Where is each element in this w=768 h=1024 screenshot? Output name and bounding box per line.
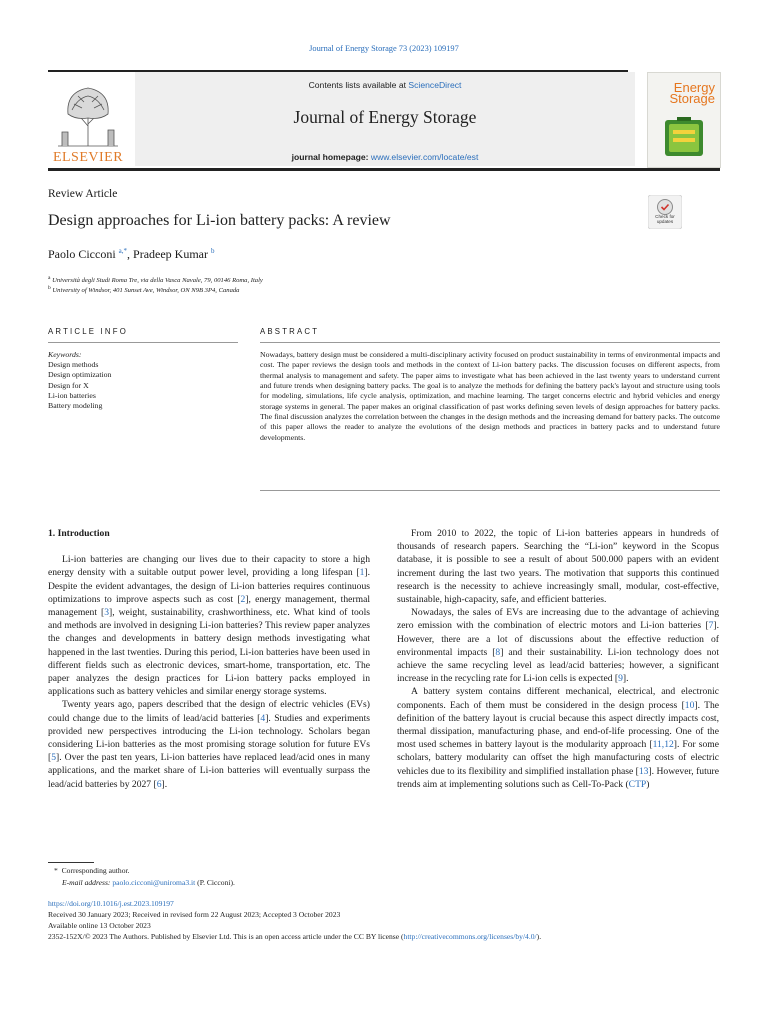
text-run: ]. Studies and experiments provided new perspectives introducing the Li-ion technology. Scholars began considering Li-ion batteries as the most promising storage solution for future EVs [ — [48, 712, 371, 764]
corresponding-label: Corresponding author. — [61, 866, 130, 875]
section-heading: 1. Introduction — [48, 528, 110, 539]
keyword-item: Design for X — [48, 380, 89, 390]
body-left-column — [48, 527, 370, 791]
citation-link[interactable]: 7 — [708, 620, 714, 632]
body-right-column — [397, 527, 719, 791]
author-name[interactable]: Pradeep Kumar — [133, 247, 209, 261]
journal-citation-link[interactable]: Journal of Energy Storage 73 (2023) 109197 — [309, 44, 459, 53]
license-prefix: 2352-152X/© 2023 The Authors. Published by Elsevier Ltd. This is an open access article under the CC BY license ( — [48, 932, 404, 941]
license-suffix: ). — [536, 932, 542, 941]
header-rule-bottom — [48, 168, 720, 171]
keywords-heading: Keywords: — [48, 350, 82, 359]
paragraph — [48, 553, 370, 698]
text-run: ]. — [161, 778, 168, 790]
journal-homepage-line — [135, 152, 635, 162]
check-for-updates-label[interactable]: Check for updates — [655, 214, 675, 224]
affiliation-a — [48, 275, 263, 284]
citation-link[interactable]: 8 — [495, 646, 501, 658]
journal-homepage-link[interactable]: www.elsevier.com/locate/est — [370, 152, 479, 162]
article-history: Received 30 January 2023; Received in revised form 22 August 2023; Accepted 3 October 2023 — [48, 910, 341, 919]
affiliation-text: University of Windsor, 401 Sunset Ave, Windsor, ON N9B 3P4, Canada — [52, 287, 240, 295]
author-list — [48, 247, 215, 262]
author-affiliation-mark[interactable]: b — [211, 247, 215, 255]
contents-available-line — [135, 80, 635, 90]
cover-title-line1: Energy — [673, 80, 715, 95]
homepage-prefix: journal homepage: — [291, 152, 371, 162]
journal-cover-title — [653, 82, 715, 104]
text-run: ]. Despite the evident advantages, the design of Li-ion batteries requires continuous optimizations to improve aspects such as cost [ — [48, 567, 370, 605]
citation-link[interactable]: 9 — [618, 673, 623, 685]
article-info-label: ARTICLE INFO — [48, 327, 128, 336]
author-name[interactable]: Paolo Cicconi — [48, 247, 116, 261]
paragraph — [48, 698, 370, 790]
citation-link[interactable]: 3 — [104, 607, 109, 619]
footnote-rule — [48, 862, 94, 863]
text-run: ] and their sustainability. Li-ion technology does not achieve the same recycling level as lead/acid batteries; however, a significant increase in the recycling rate for Li-ion cells is expected [ — [397, 646, 719, 685]
text-run: Li-ion batteries are changing our lives due to their capacity to store a high energy density with a suitable output power level, providing a long lifespan [ — [48, 554, 370, 579]
citation-link[interactable]: CTP — [628, 778, 647, 790]
citation-link[interactable]: 6 — [156, 778, 162, 790]
citation-link[interactable]: 2 — [240, 593, 246, 605]
abstract-label: ABSTRACT — [260, 327, 320, 336]
paragraph — [397, 685, 719, 791]
text-run: ]. However, future trends aim at implementing solutions such as Cell-To-Pack ( — [397, 765, 719, 790]
affiliation-b — [48, 285, 239, 294]
keywords-block — [48, 350, 238, 411]
text-run: ], energy management, thermal management [ — [48, 593, 370, 619]
affiliation-text: Università degli Studi Roma Tre, via della Vasca Navale, 79, 00146 Roma, Italy — [52, 277, 263, 285]
citation-link[interactable]: 1 — [359, 567, 365, 579]
author-separator: , — [127, 247, 134, 261]
citation-link[interactable]: 10 — [684, 699, 695, 711]
affiliation-mark: a — [48, 275, 51, 281]
text-run: Twenty years ago, papers described that the design of electric vehicles (EVs) could change due to the limits of lead/acid batteries [ — [48, 699, 370, 724]
affiliation-mark: b — [48, 285, 51, 291]
abstract-rule — [260, 342, 720, 343]
footnote-mark: * — [54, 866, 58, 875]
citation-link[interactable]: 13 — [638, 765, 649, 777]
abstract-text: Nowadays, battery design must be considered a multi-disciplinary activity focused on product sustainability in terms of environmental impacts and cost. The paper reviews the design tools and methods in the context of Li-ion battery packs. The discussion focuses on different aspects, from thermal analysis to management and safety. The paper aims to investigate what has been achieved in the last twenty years to understand current and future trends when designing battery packs. The goal is to analyze the methods for defining the battery pack's layout and structure using tools for modeling, simulations, life cycle analysis, optimization, and machine learning. The target concerns electric and hybrid vehicles and energy storage systems in general. The paper makes an original classification of past works defining seven levels of design approaches for battery packs. The final discussion analyzes the correlation between the changes in the design methods and the increasing demand for battery packs. The outcome of this paper allows the reader to analyze the evolutions of the design methods and practices in battery packs and to understand future developments. — [260, 350, 720, 442]
journal-name: Journal of Energy Storage — [293, 107, 477, 127]
text-run: ]. — [622, 673, 629, 685]
email-label: E-mail address: — [62, 878, 113, 887]
text-run: ], weight, sustainability, crashworthiness, etc. What kind of tools and methods are involved in designing Li-ion batteries? This review paper analyzes the changes and developments in battery design methods investigating what happened in the last twenties. During this period, Li-ion batteries have been used in different fields such as electronic devices, smart-home, transportation, etc. The paper analyzes the design practices for Li-ion battery packs employed in applications such as battery vehicles and similar energy storage systems. — [48, 607, 371, 698]
available-online: Available online 13 October 2023 — [48, 921, 151, 930]
keyword-item: Design methods — [48, 360, 99, 370]
text-run: ]. For some scholars, battery modularity can offset the high manufacturing costs of electric vehicles due to its flexibility and simplified installation phase [ — [397, 739, 719, 777]
article-type: Review Article — [48, 188, 118, 200]
keyword-item: Li-ion batteries — [48, 390, 96, 400]
contents-prefix: Contents lists available at — [308, 80, 409, 90]
email-link[interactable]: paolo.cicconi@uniroma3.it — [112, 878, 196, 887]
text-run: A battery system contains different mechanical, electrical, and electronic components. Each of them must be considered in the design process [ — [397, 686, 719, 711]
email-note — [62, 878, 235, 889]
doi-link-text[interactable]: https://doi.org/10.1016/j.est.2023.109197 — [48, 899, 174, 908]
license-link[interactable]: http://creativecommons.org/licenses/by/4.0/ — [403, 932, 537, 941]
doi-link[interactable] — [48, 899, 728, 909]
article-info-rule — [48, 342, 238, 343]
text-run: ]. The definition of the battery layout is crucial because this aspect directly impacts cost, thermal dissipation, manufacturing phase, and end-of-life processing. One of the most used schemes in battery layout is the modularity approach [ — [397, 699, 720, 751]
paragraph: From 2010 to 2022, the topic of Li-ion batteries appears in hundreds of thousands of research papers. Searching the “Li-ion” keyword in the Scopus database, it is possible to see a result of about 500.000 papers with an evident increment during the last two years. The motivation that supports this continued research is the necessity to achieve increasingly small, modular, cost-effective, sustainable, high-capacity, safe, and efficient batteries. — [397, 528, 719, 606]
text-run: ]. Over the past ten years, Li-ion batteries have replaced lead/acid ones in many applications, and the market share of Li-ion batteries will eventually surpass the lead/acid batteries by 2027 [ — [48, 752, 370, 790]
text-run: ]. However, there are a lot of discussions about the effective reduction of environmental impacts [ — [397, 620, 719, 658]
keyword-item: Battery modeling — [48, 401, 103, 411]
license-note — [48, 932, 728, 942]
elsevier-wordmark: ELSEVIER — [52, 150, 124, 165]
citation-link[interactable]: 4 — [260, 712, 266, 724]
abstract-bottom-rule — [260, 490, 720, 491]
sciencedirect-link[interactable]: ScienceDirect — [408, 80, 462, 90]
citation-link[interactable]: 5 — [51, 752, 56, 764]
cover-title-line2: Storage — [669, 91, 715, 106]
keyword-item: Design optimization — [48, 370, 112, 380]
text-run: ) — [646, 778, 650, 790]
text-run: Nowadays, the sales of EVs are increasing due to the advantage of achieving zero emission with the combination of electric motors and Li-ion batteries [ — [397, 607, 719, 632]
article-title: Design approaches for Li-ion battery packs: A review — [48, 212, 391, 229]
citation-link[interactable]: 11,12 — [652, 739, 674, 751]
corresponding-author-note — [54, 866, 130, 877]
email-owner: (P. Cicconi). — [195, 878, 235, 887]
cover-battery-illustration-icon — [655, 116, 713, 160]
paragraph — [397, 606, 719, 685]
author-affiliation-mark[interactable]: a,* — [118, 247, 128, 255]
